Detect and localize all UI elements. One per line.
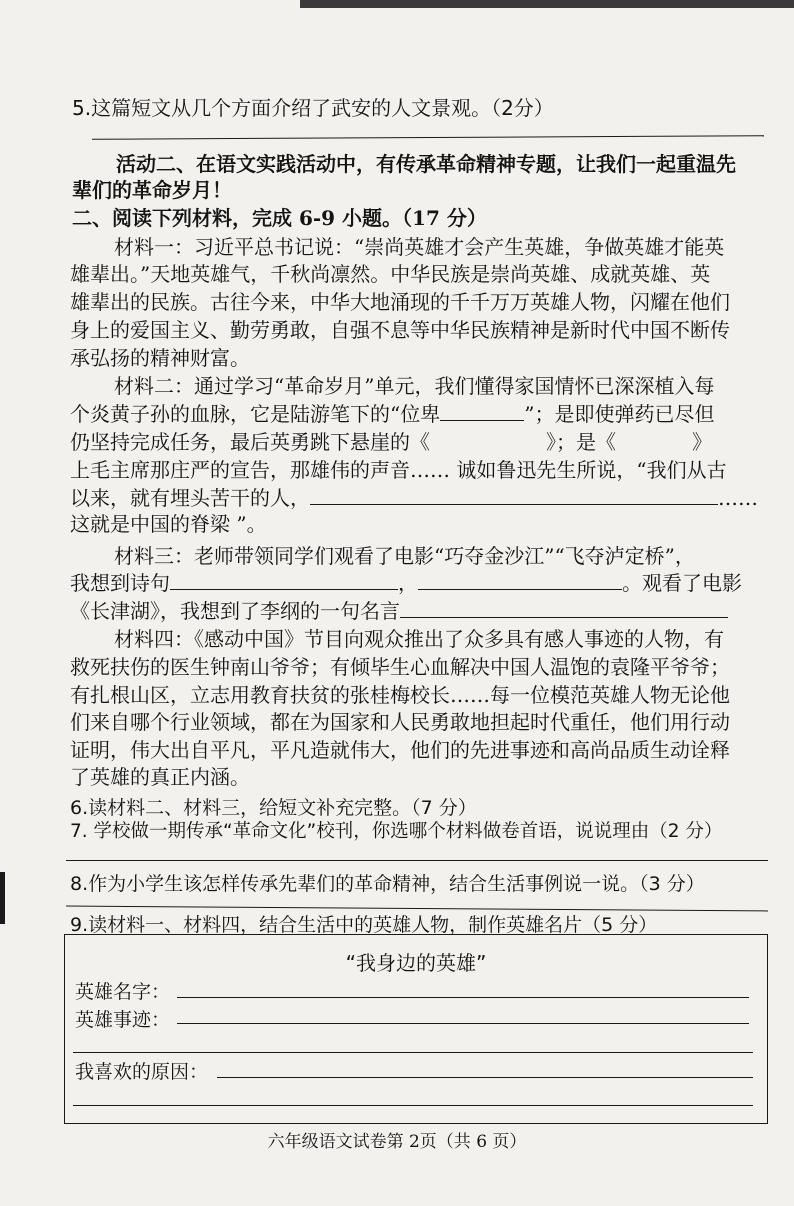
material-2-text: 》；是《 xyxy=(546,430,616,454)
fill-blank-poem-2[interactable] xyxy=(418,571,622,590)
answer-line-q7[interactable] xyxy=(66,860,768,861)
question-9: 9.读材料一、材料四，结合生活中的英雄人物，制作英雄名片（5 分） xyxy=(70,914,658,936)
material-2-line: 材料二：通过学习“革命岁月”单元，我们懂得家国情怀已深深植入每 xyxy=(114,374,715,398)
hero-reason-label: 我喜欢的原因： xyxy=(75,1061,209,1083)
fill-blank-li-gang-quote[interactable] xyxy=(400,599,728,618)
answer-line-q8[interactable] xyxy=(66,906,768,912)
question-7: 7. 学校做一期传承“革命文化”校刊，你选哪个材料做卷首语，说说理由（2 分） xyxy=(70,821,723,842)
hero-card xyxy=(64,934,768,1124)
question-5: 5.这篇短文从几个方面介绍了武安的人文景观。（2分） xyxy=(72,96,554,120)
hero-reason-field[interactable] xyxy=(217,1077,753,1078)
hero-deeds-field[interactable] xyxy=(177,1023,749,1024)
material-2-text: 个炎黄子孙的血脉，它是陆游笔下的“位卑 xyxy=(70,402,441,426)
hero-name-label: 英雄名字： xyxy=(75,981,171,1003)
material-1-line: 身上的爱国主义、勤劳勇敢，自强不息等中华民族精神是新时代中国不断传 xyxy=(70,318,730,342)
material-2-text: 以来，就有埋头苦干的人， xyxy=(70,486,310,510)
hero-reason-field-line-2[interactable] xyxy=(73,1105,753,1106)
material-3-text: 《长津湖》，我想到了李纲的一句名言 xyxy=(70,599,400,623)
material-2-line: 这就是中国的脊梁 ”。 xyxy=(70,512,267,536)
scan-edge-mark xyxy=(300,0,794,8)
material-1-line: 材料一：习近平总书记说：“崇尚英雄才会产生英雄，争做英雄才能英 xyxy=(114,235,725,259)
fill-blank-wei-bei[interactable] xyxy=(440,402,524,421)
hero-card-title: “我身边的英雄” xyxy=(345,951,487,975)
material-4-line: 有扎根山区，立志用教育扶贫的张桂梅校长……每一位模范英雄人物无论他 xyxy=(70,683,730,707)
material-1-line: 雄辈出。”天地英雄气，千秋尚凛然。中华民族是崇尚英雄、成就英雄、英 xyxy=(70,262,711,286)
material-4-line: 材料四：《感动中国》节目向观众推出了众多具有感人事迹的人物，有 xyxy=(114,627,724,651)
material-2-line xyxy=(70,430,712,454)
material-4-line: 们来自哪个行业领域，都在为国家和人民勇敢地担起时代重任，他们用行动 xyxy=(70,710,730,734)
binding-mark xyxy=(0,872,5,924)
material-3-text: 。观看了电影 xyxy=(622,571,742,595)
material-1-line: 雄辈出的民族。古往今来，中华大地涌现的千千万万英雄人物，闪耀在他们 xyxy=(70,290,730,314)
section-2-heading: 二、阅读下列材料，完成 6-9 小题。（17 分） xyxy=(72,206,487,230)
material-2-line xyxy=(70,486,758,510)
material-3-line xyxy=(70,599,728,623)
material-2-text: …… xyxy=(718,486,758,510)
material-4-line: 了英雄的真正内涵。 xyxy=(70,765,250,789)
question-8: 8.作为小学生该怎样传承先辈们的革命精神，结合生活事例说一说。（3 分） xyxy=(70,873,705,895)
activity-2-heading: 活动二、在语文实践活动中，有传承革命精神专题，让我们一起重温先 xyxy=(116,152,736,176)
activity-2-heading-cont: 辈们的革命岁月！ xyxy=(72,178,232,202)
material-2-line xyxy=(70,402,714,426)
material-2-text: ”；是即使弹药已尽但 xyxy=(524,402,715,426)
hero-name-field[interactable] xyxy=(177,997,749,998)
answer-line-q5[interactable] xyxy=(92,135,764,140)
material-4-line: 救死扶伤的医生钟南山爷爷；有倾毕生心血解决中国人温饱的袁隆平爷爷； xyxy=(70,655,730,679)
material-1-line: 承弘扬的精神财富。 xyxy=(70,346,250,370)
fill-blank-poem-1[interactable] xyxy=(170,571,398,590)
material-3-text: 我想到诗句 xyxy=(70,571,170,595)
material-2-text: 仍坚持完成任务，最后英勇跳下悬崖的《 xyxy=(70,430,430,454)
material-3-text: ， xyxy=(398,571,418,595)
material-3-line: 材料三：老师带领同学们观看了电影“巧夺金沙江”“飞夺泸定桥”， xyxy=(114,544,695,568)
fill-blank-lu-xun-quote[interactable] xyxy=(310,486,718,505)
material-2-text: 》 xyxy=(692,430,712,454)
material-3-line xyxy=(70,571,742,595)
page-footer: 六年级语文试卷第 2页（共 6 页） xyxy=(267,1132,527,1152)
material-4-line: 证明，伟大出自平凡，平凡造就伟大，他们的先进事迹和高尚品质生动诠释 xyxy=(70,738,730,762)
hero-deeds-field-line-2[interactable] xyxy=(73,1052,753,1053)
hero-deeds-label: 英雄事迹： xyxy=(75,1009,171,1031)
question-6: 6.读材料二、材料三，给短文补充完整。（7 分） xyxy=(70,797,477,819)
material-2-line: 上毛主席那庄严的宣告，那雄伟的声音…… 诚如鲁迅先生所说，“我们从古 xyxy=(70,458,727,482)
